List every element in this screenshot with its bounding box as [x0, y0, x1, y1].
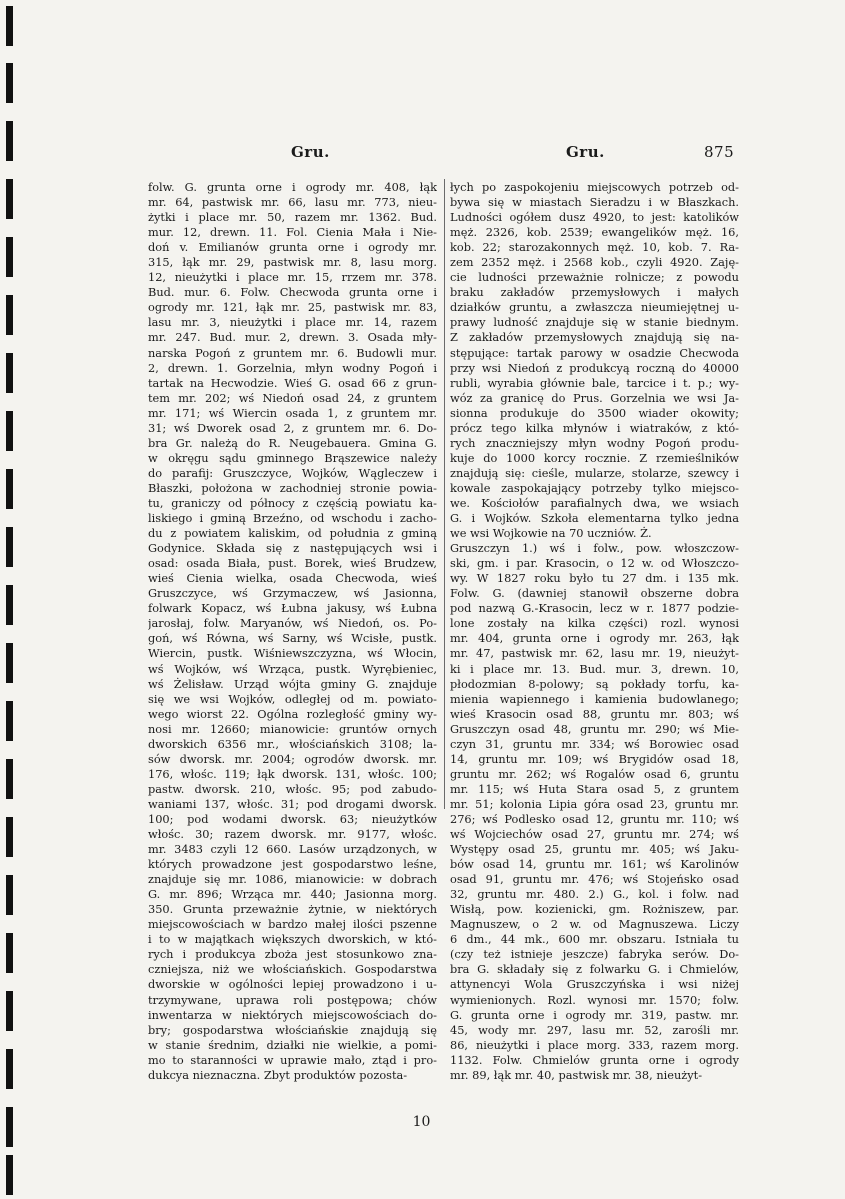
- text-line: doń v. Emilianów grunta orne i ogrody mr.: [148, 240, 437, 255]
- text-line: Błaszki, położona w zachodniej stronie powia-: [148, 480, 437, 495]
- text-line: mr. 51; kolonia Lipia góra osad 23, gruntu mr.: [450, 796, 739, 811]
- text-line: w okręgu sądu gminnego Brąszewice należy: [148, 450, 437, 465]
- text-line: G. grunta orne i ogrody mr. 319, pastw. mr.: [450, 1007, 739, 1022]
- text-line: tem mr. 202; wś Niedoń osad 24, z gruntem: [148, 390, 437, 405]
- scan-mark: [6, 179, 13, 219]
- scan-mark: [6, 63, 13, 103]
- text-line: 1132. Folw. Chmielów grunta orne i ogrody: [450, 1052, 739, 1067]
- text-line: 12, nieużytki i place mr. 15, rrzem mr. 378.: [148, 270, 437, 285]
- text-line: tu, graniczy od północy z częścią powiatu ka-: [148, 495, 437, 510]
- scan-mark: [6, 295, 13, 335]
- text-line: tartak na Hecwodzie. Wieś G. osad 66 z grun-: [148, 375, 437, 390]
- text-line: mr. 247. Bud. mur. 2, drewn. 3. Osada mły-: [148, 330, 437, 345]
- text-line: 276; wś Podlesko osad 12, gruntu mr. 110; wś: [450, 811, 739, 826]
- scan-mark: [6, 933, 13, 973]
- scan-mark: [6, 643, 13, 683]
- scan-mark: [6, 527, 13, 567]
- scan-mark: [6, 1049, 13, 1089]
- text-line: mr. 3483 czyli 12 660. Lasów urządzonych, w: [148, 842, 437, 857]
- text-line: 6 dm., 44 mk., 600 mr. obszaru. Istniała tu: [450, 932, 739, 947]
- text-line: zem 2352 męż. i 2568 kob., czyli 4920. Zaję-: [450, 255, 739, 270]
- text-line: przy wsi Niedoń z produkcyą roczną do 40000: [450, 360, 739, 375]
- scan-mark: [6, 469, 13, 509]
- text-line: bry; gospodarstwa włościańskie znajdują się: [148, 1022, 437, 1037]
- text-line: mienia wapiennego i kamienia budowlanego;: [450, 691, 739, 706]
- text-line: dworskich 6356 mr., włościańskich 3108; la-: [148, 736, 437, 751]
- text-line: G. i Wojków. Szkoła elementarna tylko jedna: [450, 511, 739, 526]
- text-line: we wsi Wojkowie na 70 uczniów. Ż.: [450, 526, 652, 541]
- text-line: trzymywane, uprawa roli postępowa; chów: [148, 992, 437, 1007]
- text-line: się we wsi Wojków, odległej od m. powiato-: [148, 691, 437, 706]
- text-line: 100; pod wodami dworsk. 63; nieużytków: [148, 811, 437, 826]
- text-line: wieś Krasocin osad 88, gruntu mr. 803; wś: [450, 706, 739, 721]
- text-line: sionna produkuje do 3500 wiader okowity;: [450, 405, 739, 420]
- text-line: ki i place mr. 13. Bud. mur. 3, drewn. 10,: [450, 661, 739, 676]
- text-line: braku zakładów przemysłowych i małych: [450, 285, 739, 300]
- text-line: sów dworsk. mr. 2004; ogrodów dworsk. mr.: [148, 751, 437, 766]
- page-number: 875: [704, 143, 735, 161]
- text-line: Godynice. Składa się z następujących wsi i: [148, 541, 437, 556]
- text-line: bywa się w miastach Sieradzu i w Błaszkach.: [450, 195, 739, 210]
- scan-mark: [6, 237, 13, 277]
- text-line: Gruszczyn osad 48, gruntu mr. 290; wś Mie-: [450, 721, 739, 736]
- scan-mark: [6, 759, 13, 799]
- text-line: wś Wojciechów osad 27, gruntu mr. 274; wś: [450, 827, 739, 842]
- column-divider: [444, 179, 445, 809]
- scan-mark: [6, 817, 13, 857]
- text-line: osad 91, gruntu mr. 476; wś Stojeńsko osad: [450, 872, 739, 887]
- running-head-right: Gru.: [566, 143, 605, 161]
- text-line: czyn 31, gruntu mr. 334; wś Borowiec osad: [450, 736, 739, 751]
- text-line: goń, wś Równa, wś Sarny, wś Wcisłe, pustk.: [148, 631, 437, 646]
- scan-mark: [6, 6, 13, 46]
- text-line: 32, gruntu mr. 480. 2.) G., kol. i folw. nad: [450, 887, 739, 902]
- text-line: mr. 47, pastwisk mr. 62, lasu mr. 19, nieużyt-: [450, 646, 739, 661]
- text-line: dukcya nieznaczna. Zbyt produktów pozosta-: [148, 1067, 408, 1082]
- text-line: Gruszczyce, wś Grzymaczew, wś Jasionna,: [148, 586, 437, 601]
- text-line: wóz za granicę do Prus. Gorzelnia we wsi Ja-: [450, 390, 739, 405]
- text-line: G. mr. 896; Wrząca mr. 440; Jasionna morg.: [148, 887, 437, 902]
- text-line: mr. 404, grunta orne i ogrody mr. 263, łąk: [450, 631, 739, 646]
- text-line: w stanie średnim, działki nie wielkie, a pomi-: [148, 1037, 437, 1052]
- text-line: i to w majątkach większych dworskich, w któ-: [148, 932, 437, 947]
- text-line: rych i produkcya zboża jest stosunkowo zna-: [148, 947, 437, 962]
- text-line: 315, łąk mr. 29, pastwisk mr. 8, lasu morg.: [148, 255, 437, 270]
- text-line: we. Kościołów parafialnych dwa, we wsiach: [450, 495, 739, 510]
- text-line: Wisłą, pow. kozienicki, gm. Rożniszew, par.: [450, 902, 739, 917]
- text-line: bów osad 14, gruntu mr. 161; wś Karolinów: [450, 857, 739, 872]
- text-line: 350. Grunta przeważnie żytnie, w niektórych: [148, 902, 437, 917]
- text-line: kob. 22; starozakonnych męż. 10, kob. 7. Ra-: [450, 240, 739, 255]
- text-line: mr. 115; wś Huta Stara osad 5, z gruntem: [450, 781, 739, 796]
- text-line: wś Żelisław. Urząd wójta gminy G. znajduje: [148, 676, 437, 691]
- scan-mark: [6, 353, 13, 393]
- text-line: folwark Kopacz, wś Łubna jakusy, wś Łubna: [148, 601, 437, 616]
- text-line: żytki i place mr. 50, razem mr. 1362. Bud.: [148, 210, 437, 225]
- scan-mark: [6, 875, 13, 915]
- text-line: pastw. dworsk. 210, włośc. 95; pod zabudo-: [148, 781, 437, 796]
- text-line: prócz tego kilka młynów i wiatraków, z któ-: [450, 420, 739, 435]
- scan-mark: [6, 411, 13, 451]
- text-line: do parafij: Gruszczyce, Wojków, Wągleczew i: [148, 465, 437, 480]
- text-line: 176, włośc. 119; łąk dworsk. 131, włośc. 100;: [148, 766, 437, 781]
- text-line: wś Wojków, wś Wrząca, pustk. Wyrębieniec,: [148, 661, 437, 676]
- text-line: ski, gm. i par. Krasocin, o 12 w. od Włoszczo-: [450, 556, 739, 571]
- text-line: osad: osada Biała, pust. Borek, wieś Brudzew,: [148, 556, 437, 571]
- scan-mark: [6, 701, 13, 741]
- scan-margin-marks: [6, 0, 16, 1199]
- text-line: 31; wś Dworek osad 2, z gruntem mr. 6. Do-: [148, 420, 437, 435]
- page-footer: [0, 1114, 845, 1130]
- left-text-column: [148, 180, 437, 1083]
- text-line: miejscowościach w bardzo małej ilości pszenne: [148, 917, 437, 932]
- text-line: Folw. G. (dawniej stanowił obszerne dobra: [450, 586, 739, 601]
- text-line: bra G. składały się z folwarku G. i Chmielów,: [450, 962, 739, 977]
- text-line: folw. G. grunta orne i ogrody mr. 408, łąk: [148, 180, 437, 194]
- text-line: mr. 171; wś Wiercin osada 1, z gruntem mr.: [148, 405, 437, 420]
- text-line: Bud. mur. 6. Folw. Checwoda grunta orne i: [148, 285, 437, 300]
- text-line: bra Gr. należą do R. Neugebauera. Gmina G.: [148, 435, 437, 450]
- text-line: mur. 12, drewn. 11. Fol. Cienia Mała i Nie-: [148, 225, 437, 240]
- text-line: znajdują się: cieśle, mularze, stolarze, szewcy i: [450, 465, 739, 480]
- text-line: 86, nieużytki i place morg. 333, razem morg.: [450, 1037, 739, 1052]
- text-line: cie ludności przeważnie rolnicze; z powodu: [450, 270, 739, 285]
- text-line: liskiego i gminą Brzeźno, od wschodu i zacho-: [148, 511, 437, 526]
- text-line: dworskie w ogólności lepiej prowadzono i u-: [148, 977, 437, 992]
- text-line: pod nazwą G.-Krasocin, lecz w r. 1877 podzie-: [450, 601, 739, 616]
- text-line: Występy osad 25, gruntu mr. 405; wś Jaku-: [450, 842, 739, 857]
- text-line: łych po zaspokojeniu miejscowych potrzeb od-: [450, 180, 739, 194]
- text-line: mo to staranności w uprawie mało, ztąd i pro-: [148, 1052, 437, 1067]
- scan-mark: [6, 1155, 13, 1195]
- text-line: Wiercin, pustk. Wiśniewszczyzna, wś Włocin,: [148, 646, 437, 661]
- text-line: wy. W 1827 roku było tu 27 dm. i 135 mk.: [450, 571, 739, 586]
- text-line: rubli, wyrabia głównie bale, tarcice i t. p.; wy-: [450, 375, 739, 390]
- text-line: narska Pogoń z gruntem mr. 6. Budowli mur.: [148, 345, 437, 360]
- text-line: lasu mr. 3, nieużytki i place mr. 14, razem: [148, 315, 437, 330]
- scan-mark: [6, 991, 13, 1031]
- text-line: 45, wody mr. 297, lasu mr. 52, zarośli mr.: [450, 1022, 739, 1037]
- text-line: czniejsza, niż we włościańskich. Gospodarstwa: [148, 962, 437, 977]
- text-line: attynencyi Wola Gruszczyńska i wsi niżej: [450, 977, 739, 992]
- text-line: Ludności ogółem dusz 4920, to jest: katolików: [450, 210, 739, 225]
- text-line: mr. 64, pastwisk mr. 66, lasu mr. 773, nieu-: [148, 195, 437, 210]
- text-line: nosi mr. 12660; mianowicie: gruntów ornych: [148, 721, 437, 736]
- scan-mark: [6, 585, 13, 625]
- text-line: działków gruntu, a zwłaszcza nieumiejętnej u-: [450, 300, 739, 315]
- text-line: znajduje się mr. 1086, mianowicie: w dobrach: [148, 872, 437, 887]
- text-line: lone zostały na kilka części) rozl. wynosi: [450, 616, 739, 631]
- running-head-left: Gru.: [291, 143, 330, 161]
- footer-page-index: 10: [412, 1114, 431, 1130]
- text-line: wymienionych. Rozl. wynosi mr. 1570; folw.: [450, 992, 739, 1007]
- text-line: stępujące: tartak parowy w osadzie Checwoda: [450, 345, 739, 360]
- text-line: 14, gruntu mr. 109; wś Brygidów osad 18,: [450, 751, 739, 766]
- text-line: płodozmian 8-polowy; są pokłady torfu, ka-: [450, 676, 739, 691]
- text-line: włośc. 30; razem dworsk. mr. 9177, włośc.: [148, 827, 437, 842]
- text-line: (czy też istnieje jeszcze) fabryka serów. Do-: [450, 947, 739, 962]
- text-line: Magnuszew, o 2 w. od Magnuszewa. Liczy: [450, 917, 739, 932]
- text-line: du z powiatem kaliskim, od południa z gminą: [148, 526, 437, 541]
- text-line: inwentarza w niektórych miejscowościach do-: [148, 1007, 437, 1022]
- text-line: waniami 137, włośc. 31; pod drogami dworsk.: [148, 796, 437, 811]
- page-header: [0, 143, 845, 167]
- text-line: kowale zaspokajający potrzeby tylko miejsco-: [450, 480, 739, 495]
- text-line: gruntu mr. 262; wś Rogalów osad 6, gruntu: [450, 766, 739, 781]
- text-line: jarosłaj, folw. Maryanów, wś Niedoń, os. Po-: [148, 616, 437, 631]
- text-line: Gruszczyn 1.) wś i folw., pow. włoszczow-: [450, 541, 739, 556]
- text-line: prawy ludność znajduje się w stanie biednym.: [450, 315, 739, 330]
- right-text-column: [450, 180, 739, 1083]
- text-line: męż. 2326, kob. 2539; ewangelików męż. 16,: [450, 225, 739, 240]
- text-line: kuje do 1000 korcy rocznie. Z rzemieślników: [450, 450, 739, 465]
- text-line: ogrody mr. 121, łąk mr. 25, pastwisk mr. 83,: [148, 300, 437, 315]
- text-line: 2, drewn. 1. Gorzelnia, młyn wodny Pogoń i: [148, 360, 437, 375]
- text-line: mr. 89, łąk mr. 40, pastwisk mr. 38, nieużyt-: [450, 1067, 703, 1082]
- text-line: wego wiorst 22. Ogólna rozległość gminy wy-: [148, 706, 437, 721]
- text-line: których prowadzone jest gospodarstwo leśne,: [148, 857, 437, 872]
- text-line: Z zakładów przemysłowych znajdują się na-: [450, 330, 739, 345]
- text-line: rych znaczniejszy młyn wodny Pogoń produ-: [450, 435, 739, 450]
- text-line: wieś Cienia wielka, osada Checwoda, wieś: [148, 571, 437, 586]
